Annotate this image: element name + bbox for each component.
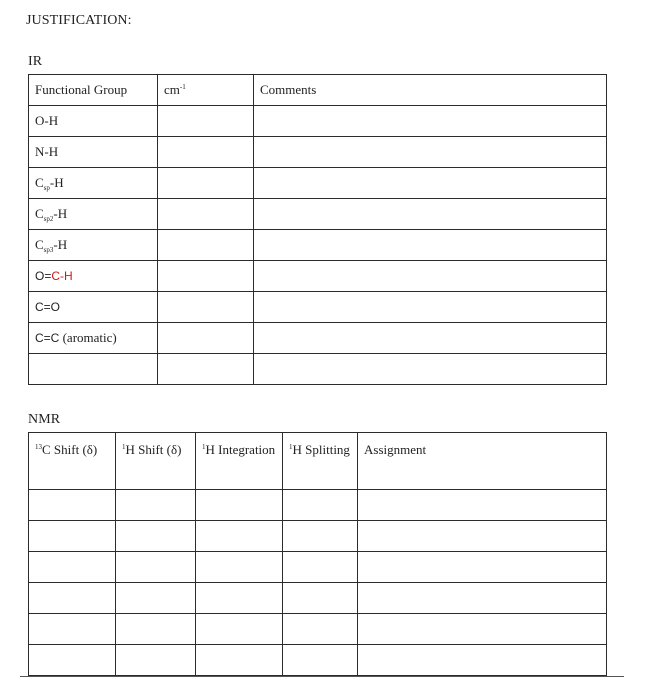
- table-row: [29, 323, 607, 354]
- nmr-cell[interactable]: [358, 583, 607, 614]
- ir-header-comments: Comments: [254, 75, 607, 106]
- nmr-header-h-splitting: $^1$H Splitting: [283, 433, 358, 490]
- ir-row-label: C=O: [29, 292, 158, 323]
- ir-cm-cell[interactable]: [158, 230, 254, 261]
- ir-cm-cell[interactable]: [158, 323, 254, 354]
- ir-cm-cell[interactable]: [158, 168, 254, 199]
- ir-cm-cell[interactable]: [158, 106, 254, 137]
- ir-row-label: $C_{sp3}-H$: [29, 230, 158, 261]
- ir-header-row: [29, 75, 607, 106]
- nmr-cell[interactable]: [283, 614, 358, 645]
- table-row: [29, 614, 607, 645]
- ir-heading: IR: [28, 54, 43, 69]
- page-bottom-rule: [20, 676, 624, 677]
- table-row: [29, 168, 607, 199]
- table-row: [29, 552, 607, 583]
- nmr-cell[interactable]: [196, 583, 283, 614]
- table-row: [29, 645, 607, 676]
- ir-row-label: C=C (aromatic): [29, 323, 158, 354]
- nmr-cell[interactable]: [196, 521, 283, 552]
- nmr-cell[interactable]: [196, 645, 283, 676]
- ir-comment-cell[interactable]: [254, 106, 607, 137]
- nmr-cell[interactable]: [283, 552, 358, 583]
- ir-row-label: $C_{sp2}-H$: [29, 199, 158, 230]
- nmr-header-h-integration: $^1$H Integration: [196, 433, 283, 490]
- ir-row-label[interactable]: [29, 354, 158, 385]
- nmr-cell[interactable]: [29, 521, 116, 552]
- ir-row-label: O=C-H: [29, 261, 158, 292]
- ir-comment-cell[interactable]: [254, 230, 607, 261]
- nmr-cell[interactable]: [358, 645, 607, 676]
- ir-row-label: O-H: [29, 106, 158, 137]
- ir-row-label: $C_{sp}-H$: [29, 168, 158, 199]
- table-row: [29, 292, 607, 323]
- ir-comment-cell[interactable]: [254, 199, 607, 230]
- nmr-header-row: [29, 433, 607, 490]
- table-row: [29, 106, 607, 137]
- nmr-cell[interactable]: [29, 645, 116, 676]
- ir-table: [28, 74, 607, 385]
- table-row: [29, 354, 607, 385]
- nmr-cell[interactable]: [116, 552, 196, 583]
- nmr-cell[interactable]: [116, 645, 196, 676]
- ir-cm-cell[interactable]: [158, 137, 254, 168]
- ir-comment-cell[interactable]: [254, 137, 607, 168]
- justification-heading: JUSTIFICATION:: [26, 13, 132, 28]
- table-row: [29, 199, 607, 230]
- ir-cm-cell[interactable]: [158, 292, 254, 323]
- table-row: [29, 230, 607, 261]
- nmr-cell[interactable]: [283, 521, 358, 552]
- table-row: [29, 583, 607, 614]
- ir-header-cm: $cm^{-1}$: [158, 75, 254, 106]
- nmr-cell[interactable]: [116, 614, 196, 645]
- nmr-cell[interactable]: [358, 552, 607, 583]
- nmr-cell[interactable]: [196, 490, 283, 521]
- nmr-cell[interactable]: [283, 490, 358, 521]
- table-row: [29, 261, 607, 292]
- nmr-cell[interactable]: [116, 583, 196, 614]
- nmr-header-h-shift: $^1$H Shift (δ): [116, 433, 196, 490]
- nmr-cell[interactable]: [29, 614, 116, 645]
- ir-cm-cell[interactable]: [158, 199, 254, 230]
- ir-cm-cell[interactable]: [158, 354, 254, 385]
- nmr-heading: NMR: [28, 412, 61, 427]
- ir-header-functional-group: Functional Group: [29, 75, 158, 106]
- nmr-header-assignment: Assignment: [358, 433, 607, 490]
- nmr-table: [28, 432, 607, 676]
- ir-cm-cell[interactable]: [158, 261, 254, 292]
- nmr-cell[interactable]: [358, 614, 607, 645]
- nmr-cell[interactable]: [283, 583, 358, 614]
- table-row: [29, 490, 607, 521]
- nmr-cell[interactable]: [358, 521, 607, 552]
- nmr-cell[interactable]: [196, 552, 283, 583]
- nmr-cell[interactable]: [116, 490, 196, 521]
- ir-comment-cell[interactable]: [254, 323, 607, 354]
- nmr-cell[interactable]: [29, 490, 116, 521]
- ir-comment-cell[interactable]: [254, 292, 607, 323]
- nmr-cell[interactable]: [196, 614, 283, 645]
- nmr-cell[interactable]: [283, 645, 358, 676]
- ir-row-label: N-H: [29, 137, 158, 168]
- nmr-cell[interactable]: [116, 521, 196, 552]
- nmr-cell[interactable]: [29, 583, 116, 614]
- ir-comment-cell[interactable]: [254, 261, 607, 292]
- table-row: [29, 521, 607, 552]
- ir-comment-cell[interactable]: [254, 168, 607, 199]
- table-row: [29, 137, 607, 168]
- nmr-cell[interactable]: [29, 552, 116, 583]
- ir-comment-cell[interactable]: [254, 354, 607, 385]
- nmr-cell[interactable]: [358, 490, 607, 521]
- nmr-header-c13-shift: $^{13}$C Shift (δ): [29, 433, 116, 490]
